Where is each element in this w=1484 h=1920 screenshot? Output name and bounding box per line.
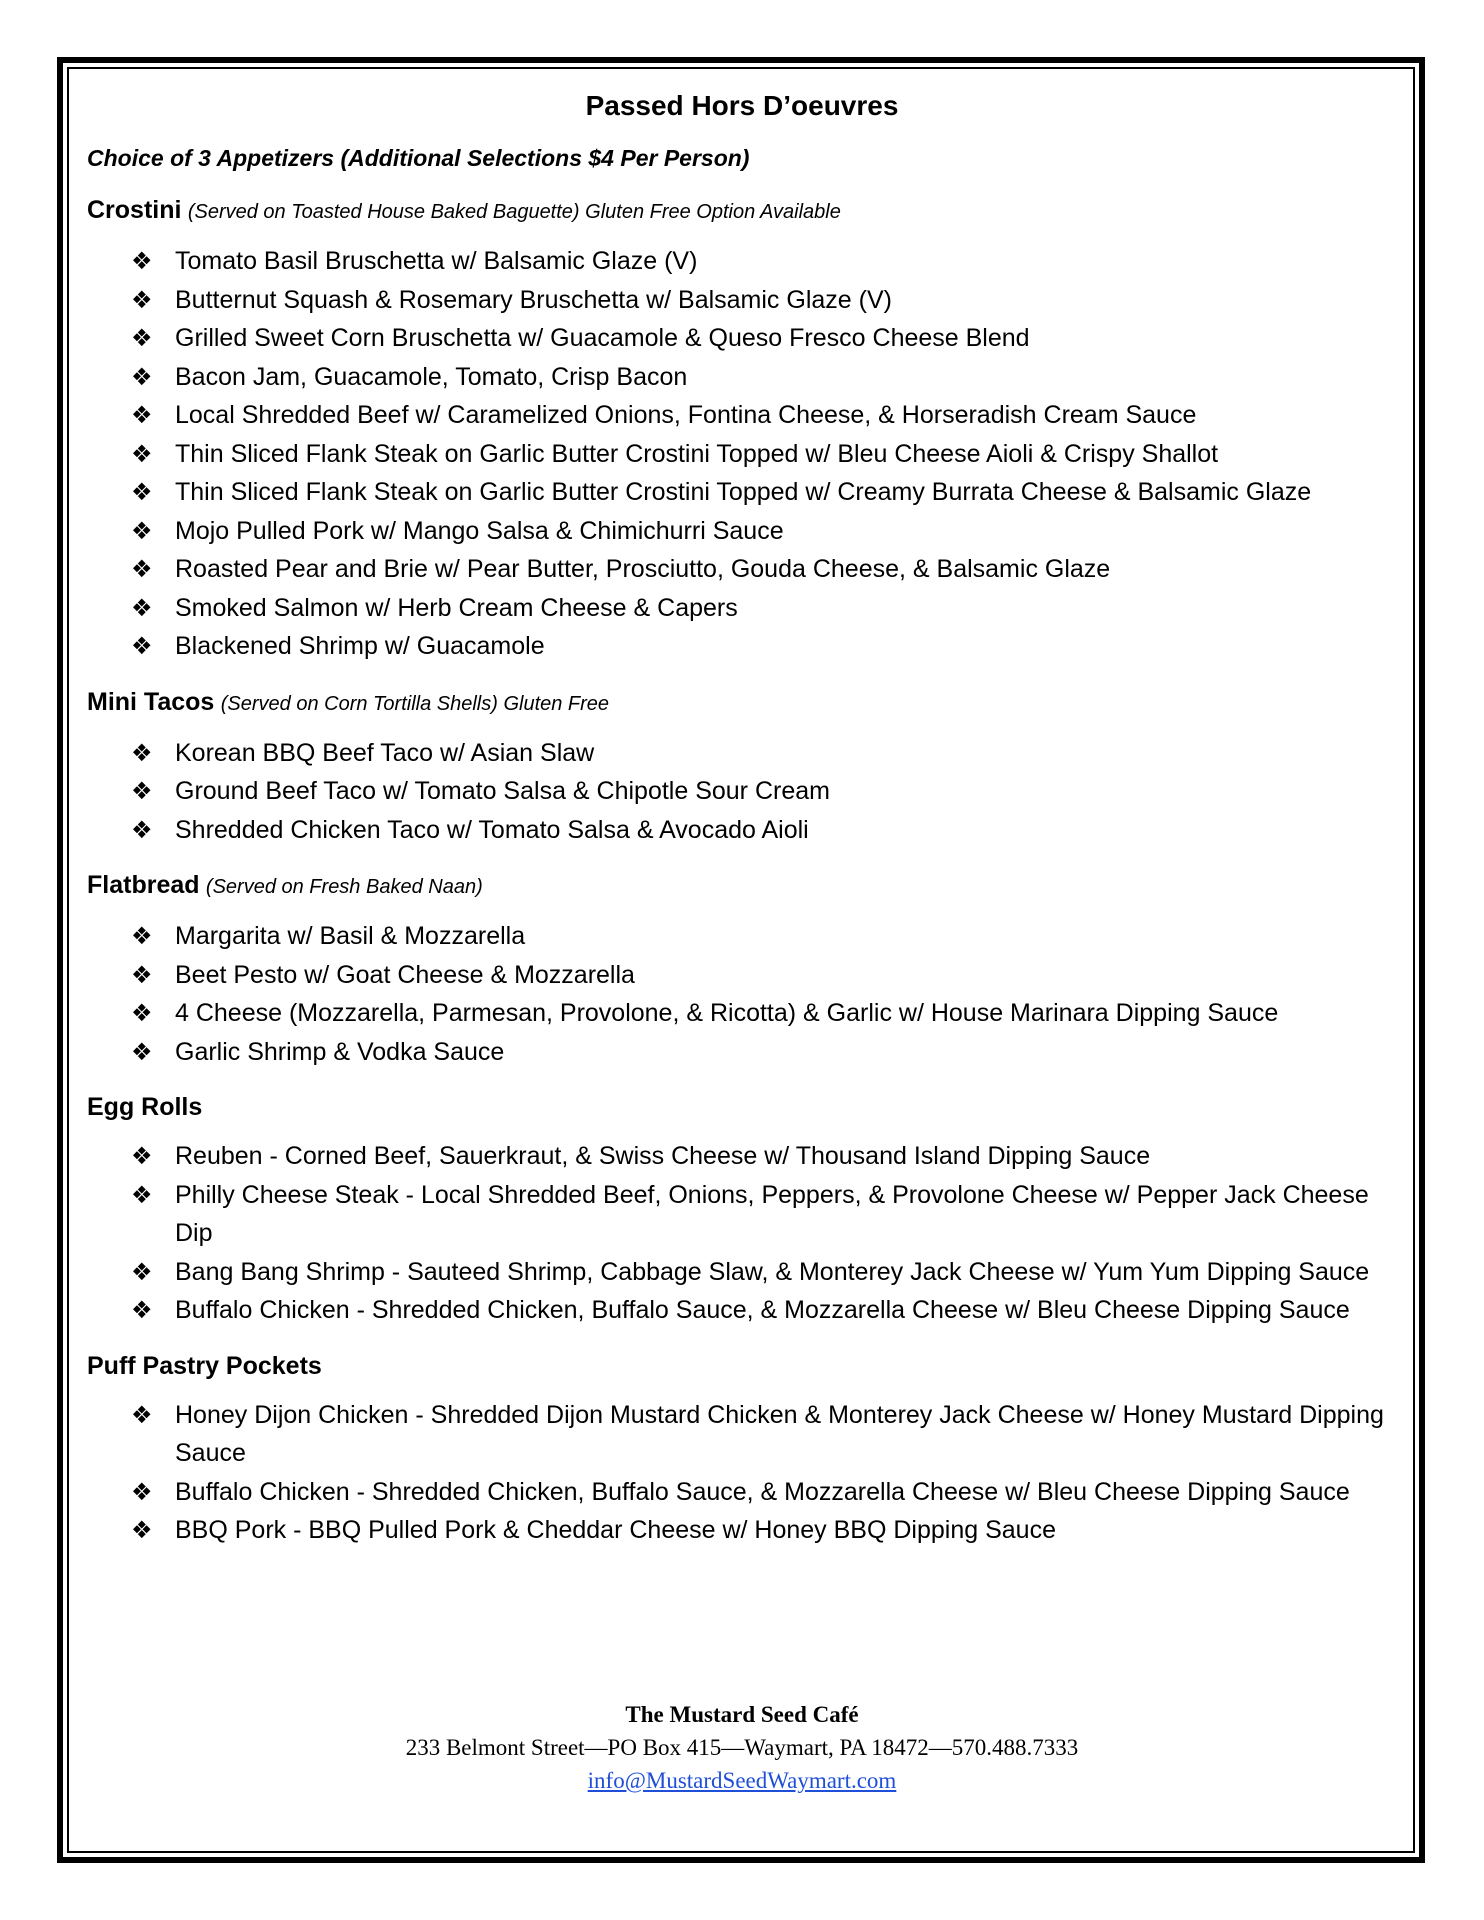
footer-email-link[interactable]: info@MustardSeedWaymart.com [587, 1768, 897, 1793]
menu-item [87, 358, 1397, 397]
diamond-bullet-icon: ❖ [131, 555, 153, 583]
menu-item [87, 994, 1397, 1033]
choice-note: Choice of 3 Appetizers (Additional Selections $4 Per Person) [87, 145, 750, 171]
diamond-bullet-icon: ❖ [131, 922, 153, 950]
diamond-bullet-icon: ❖ [131, 478, 153, 506]
section-heading [87, 1350, 1397, 1382]
diamond-bullet-icon: ❖ [131, 1142, 153, 1170]
menu-item-text: Smoked Salmon w/ Herb Cream Cheese & Capers [175, 593, 738, 622]
menu-item-text: Bacon Jam, Guacamole, Tomato, Crisp Bacon [175, 362, 688, 391]
section-name: Puff Pastry Pockets [87, 1351, 322, 1380]
menu-item [87, 1253, 1397, 1292]
diamond-bullet-icon: ❖ [131, 777, 153, 805]
diamond-bullet-icon: ❖ [131, 401, 153, 429]
menu-item-text: Beet Pesto w/ Goat Cheese & Mozzarella [175, 960, 635, 989]
menu-item-list [87, 917, 1397, 1071]
section-name: Mini Tacos [87, 687, 215, 716]
diamond-bullet-icon: ❖ [131, 815, 153, 844]
menu-item-text: Korean BBQ Beef Taco w/ Asian Slaw [175, 738, 595, 767]
diamond-bullet-icon: ❖ [131, 1296, 153, 1324]
menu-item-text: Reuben - Corned Beef, Sauerkraut, & Swiss Cheese w/ Thousand Island Dipping Sauce [175, 1142, 1151, 1170]
diamond-bullet-icon: ❖ [131, 1516, 153, 1544]
diamond-bullet-icon: ❖ [131, 324, 153, 352]
menu-item-list [87, 242, 1397, 666]
page-title: Passed Hors D’oeuvres [585, 90, 899, 121]
menu-item-text: Honey Dijon Chicken - Shredded Dijon Mustard Chicken & Monterey Jack Cheese w/ Honey Mustard Dipping Sauce [175, 1400, 1384, 1467]
menu-item-text: Ground Beef Taco w/ Tomato Salsa & Chipotle Sour Cream [175, 777, 830, 805]
menu-item-text: Tomato Basil Bruschetta w/ Balsamic Glaze (V) [175, 247, 698, 275]
menu-item-text: Margarita w/ Basil & Mozzarella [175, 922, 526, 950]
menu-item-text: 4 Cheese (Mozzarella, Parmesan, Provolone, & Ricotta) & Garlic w/ House Marinara Dipping Sauce [175, 999, 1279, 1027]
menu-item-text: BBQ Pork - BBQ Pulled Pork & Cheddar Cheese w/ Honey BBQ Dipping Sauce [175, 1516, 1056, 1544]
menu-item [87, 1033, 1397, 1072]
diamond-bullet-icon: ❖ [131, 738, 153, 767]
menu-item-text: Buffalo Chicken - Shredded Chicken, Buffalo Sauce, & Mozzarella Cheese w/ Bleu Cheese Dipping Sauce [175, 1296, 1350, 1324]
menu-item-text: Mojo Pulled Pork w/ Mango Salsa & Chimichurri Sauce [175, 516, 784, 545]
menu-item [87, 435, 1397, 474]
diamond-bullet-icon: ❖ [131, 1400, 153, 1429]
menu-item [87, 512, 1397, 551]
diamond-bullet-icon: ❖ [131, 632, 153, 660]
diamond-bullet-icon: ❖ [131, 593, 153, 622]
menu-item-list [87, 734, 1397, 850]
diamond-bullet-icon: ❖ [131, 285, 153, 314]
menu-item-list [87, 1137, 1397, 1330]
footer-address: 233 Belmont Street—PO Box 415—Waymart, PA 18472—570.488.7333 [405, 1735, 1079, 1760]
diamond-bullet-icon: ❖ [131, 1037, 153, 1066]
menu-item [87, 396, 1397, 435]
menu-item [87, 1291, 1397, 1330]
menu-item [87, 772, 1397, 811]
diamond-bullet-icon: ❖ [131, 1477, 153, 1506]
menu-item [87, 1137, 1397, 1176]
menu-item [87, 281, 1397, 320]
section-note: (Served on Fresh Baked Naan) [205, 876, 483, 898]
section-note: (Served on Corn Tortilla Shells) Gluten Free [220, 692, 610, 715]
section-heading [87, 686, 1397, 720]
menu-item-text: Thin Sliced Flank Steak on Garlic Butter Crostini Topped w/ Creamy Burrata Cheese & Balsamic Glaze [175, 478, 1312, 506]
menu-item [87, 956, 1397, 995]
diamond-bullet-icon: ❖ [131, 247, 153, 275]
diamond-bullet-icon: ❖ [131, 439, 153, 468]
menu-item-text: Buffalo Chicken - Shredded Chicken, Buffalo Sauce, & Mozzarella Cheese w/ Bleu Cheese Dipping Sauce [175, 1477, 1350, 1506]
section-name: Crostini [87, 196, 182, 224]
footer-cafe-name: The Mustard Seed Café [625, 1702, 859, 1727]
menu-item [87, 473, 1397, 512]
menu-item [87, 1473, 1397, 1512]
menu-sections [87, 194, 1397, 1550]
footer [87, 1698, 1397, 1797]
menu-item-list [87, 1396, 1397, 1550]
menu-item [87, 1396, 1397, 1473]
menu-item [87, 734, 1397, 773]
section-heading [87, 1091, 1397, 1123]
diamond-bullet-icon: ❖ [131, 516, 153, 545]
menu-item-text: Thin Sliced Flank Steak on Garlic Butter Crostini Topped w/ Bleu Cheese Aioli & Crispy Shallot [175, 439, 1219, 468]
menu-item [87, 1176, 1397, 1253]
menu-page [87, 86, 1397, 1570]
menu-item [87, 242, 1397, 281]
menu-item [87, 550, 1397, 589]
menu-item-text: Butternut Squash & Rosemary Bruschetta w/ Balsamic Glaze (V) [175, 285, 892, 314]
menu-item [87, 319, 1397, 358]
menu-item [87, 589, 1397, 628]
section-note: (Served on Toasted House Baked Baguette) Gluten Free Option Available [187, 201, 841, 223]
menu-item [87, 627, 1397, 666]
diamond-bullet-icon: ❖ [131, 1257, 153, 1286]
diamond-bullet-icon: ❖ [131, 960, 153, 989]
menu-item-text: Grilled Sweet Corn Bruschetta w/ Guacamole & Queso Fresco Cheese Blend [175, 324, 1030, 352]
menu-item-text: Shredded Chicken Taco w/ Tomato Salsa & Avocado Aioli [175, 815, 809, 844]
diamond-bullet-icon: ❖ [131, 999, 153, 1027]
menu-item [87, 1511, 1397, 1550]
diamond-bullet-icon: ❖ [131, 362, 153, 391]
section-heading [87, 194, 1397, 228]
menu-item [87, 917, 1397, 956]
menu-item-text: Blackened Shrimp w/ Guacamole [175, 632, 545, 660]
section-heading [87, 869, 1397, 903]
section-name: Flatbread [87, 871, 200, 899]
menu-item-text: Philly Cheese Steak - Local Shredded Beef, Onions, Peppers, & Provolone Cheese w/ Pepper Jack Cheese Dip [175, 1180, 1369, 1247]
section-name: Egg Rolls [87, 1093, 203, 1121]
menu-item [87, 811, 1397, 850]
menu-item-text: Roasted Pear and Brie w/ Pear Butter, Prosciutto, Gouda Cheese, & Balsamic Glaze [175, 555, 1111, 583]
diamond-bullet-icon: ❖ [131, 1180, 153, 1209]
menu-item-text: Local Shredded Beef w/ Caramelized Onions, Fontina Cheese, & Horseradish Cream Sauce [175, 401, 1197, 429]
menu-item-text: Bang Bang Shrimp - Sauteed Shrimp, Cabbage Slaw, & Monterey Jack Cheese w/ Yum Yum Dipping Sauce [175, 1257, 1370, 1286]
menu-item-text: Garlic Shrimp & Vodka Sauce [175, 1037, 505, 1066]
